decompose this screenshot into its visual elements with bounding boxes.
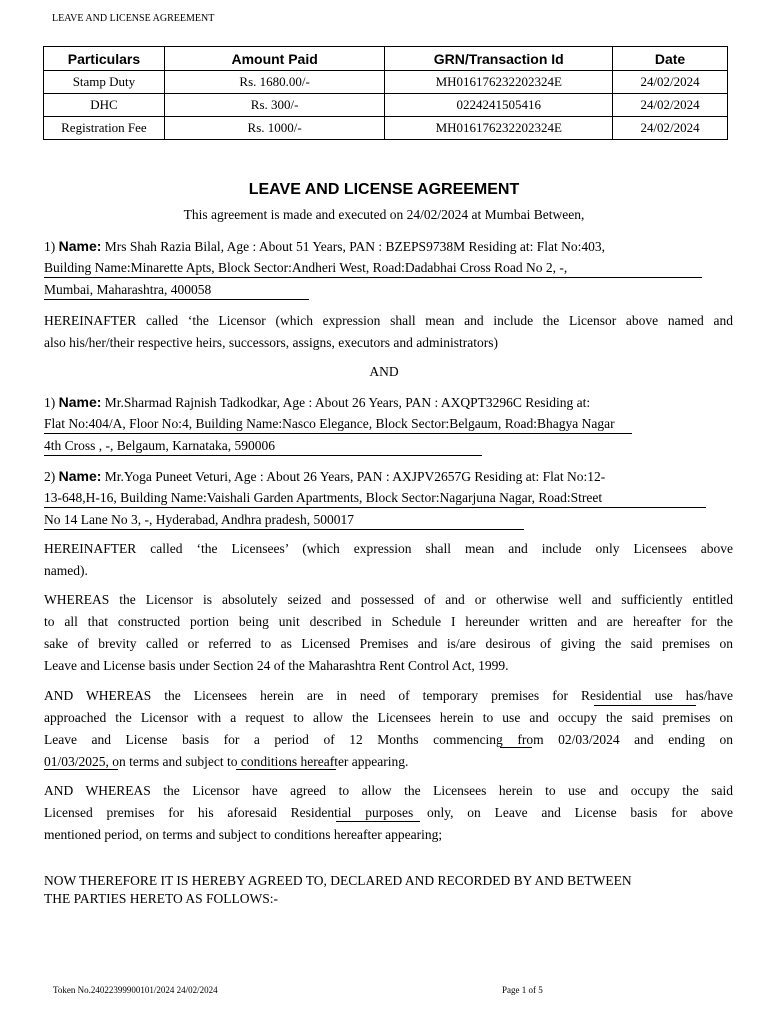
intro-line: This agreement is made and executed on 24/02/2024 at Mumbai Between, [183,207,585,222]
table-row [44,71,728,94]
whereas1-line-2: to all that constructed portion being unit described in Schedule I hereunder written and are hereafter for the [44,614,733,629]
underline [44,277,702,278]
table-cell: 24/02/2024 [613,117,728,140]
table-cell: Rs. 300/- [164,94,385,117]
table-cell: DHC [44,94,165,117]
whereas2-line-4: 01/03/2025, on terms and subject to conditions hereafter appearing. [44,754,409,769]
table-cell: MH016176232202324E [385,71,613,94]
licensee2-line-1 [44,465,733,488]
licensee2-line-3: No 14 Lane No 3, -, Hyderabad, Andhra pradesh, 500017 [44,512,355,527]
table-cell: Rs. 1000/- [164,117,385,140]
whereas1-line-4: Leave and License basis under Section 24 of the Maharashtra Rent Control Act, 1999. [44,658,509,673]
party-number: 1) [44,395,56,410]
underline [44,769,118,770]
name-label: Name: [58,394,102,410]
licensee1-line-2: Flat No:404/A, Floor No:4, Building Name:Nasco Elegance, Block Sector:Belgaum, Road:Bhagya Nagar [44,416,615,431]
and-separator: AND [369,364,399,379]
hereinafter-licensor-line-2: also his/her/their respective heirs, successors, assigns, executors and administrators) [44,335,499,350]
licensee2-details: Mr.Yoga Puneet Veturi, Age : About 26 Years, PAN : AXJPV2657G Residing at: Flat No:12- [104,469,606,484]
now-therefore-line-2: THE PARTIES HERETO AS FOLLOWS:- [44,891,278,906]
licensor-line-2: Building Name:Minarette Apts, Block Sector:Andheri West, Road:Dadabhai Cross Road No 2, -, [44,260,568,275]
underline [44,455,482,456]
licensee1-details: Mr.Sharmad Rajnish Tadkodkar, Age : About 26 Years, PAN : AXQPT3296C Residing at: [104,395,591,410]
party-number: 2) [44,469,56,484]
now-therefore-line-1: NOW THEREFORE IT IS HEREBY AGREED TO, DECLARED AND RECORDED BY AND BETWEEN [44,873,632,888]
underline [44,507,706,508]
name-label: Name: [58,468,102,484]
hereinafter-licensor-line-1: HEREINAFTER called ‘the Licensor (which expression shall mean and include the Licensor above named and [44,313,733,328]
underline [44,433,632,434]
hereinafter-licensees-line-2: named). [44,563,88,578]
whereas3-line-1: AND WHEREAS the Licensor have agreed to allow the Licensees herein to use and occupy the said [44,783,733,798]
underline [44,299,309,300]
table-cell: 24/02/2024 [613,71,728,94]
fees-table [43,46,728,140]
column-header: Particulars [44,47,165,71]
underline [236,769,336,770]
whereas2-line-3: Leave and License basis for a period of 12 Months commencing from 02/03/2024 and ending on [44,732,733,747]
licensor-line-3: Mumbai, Maharashtra, 400058 [44,282,212,297]
column-header: Date [613,47,728,71]
running-header: LEAVE AND LICENSE AGREEMENT [52,13,215,24]
whereas1-line-3: sake of brevity called or referred to as Licensed Premises and is/are desirous of giving the said premises on [44,636,733,651]
licensee1-line-1 [44,391,733,414]
table-header-row [44,47,728,71]
page-number: Page 1 of 5 [502,985,543,995]
table-cell: MH016176232202324E [385,117,613,140]
licensor-details: Mrs Shah Razia Bilal, Age : About 51 Years, PAN : BZEPS9738M Residing at: Flat No:403, [104,239,605,254]
whereas1-line-1: WHEREAS the Licensor is absolutely seized and possessed of and or otherwise well and sufficiently entitled [44,592,733,607]
licensee2-line-2: 13-648,H-16, Building Name:Vaishali Garden Apartments, Block Sector:Nagarjuna Nagar, Road:Street [44,490,603,505]
party-number: 1) [44,239,56,254]
table-cell: Registration Fee [44,117,165,140]
whereas3-line-3: mentioned period, on terms and subject to conditions hereafter appearing; [44,827,443,842]
table-cell: 24/02/2024 [613,94,728,117]
hereinafter-licensees-line-1: HEREINAFTER called ‘the Licensees’ (which expression shall mean and include only Licensees above [44,541,733,556]
underline [500,747,532,748]
whereas2-line-1: AND WHEREAS the Licensees herein are in need of temporary premises for Residential use has/have [44,688,733,703]
underline [336,821,420,822]
underline [44,529,524,530]
name-label: Name: [58,238,102,254]
table-cell: 0224241505416 [385,94,613,117]
whereas3-line-2: Licensed premises for his aforesaid Residential purposes only, on Leave and License basis for above [44,805,733,820]
licensee1-line-3: 4th Cross , -, Belgaum, Karnataka, 590006 [44,438,275,453]
column-header: GRN/Transaction Id [385,47,613,71]
document-title: LEAVE AND LICENSE AGREEMENT [248,181,520,198]
underline [594,705,696,706]
licensor-line-1 [44,235,733,258]
table-row [44,94,728,117]
whereas2-line-2: approached the Licensor with a request to allow the Licensees herein to use and occupy the said premises on [44,710,733,725]
token-footer: Token No.24022399900101/2024 24/02/2024 [53,985,218,995]
column-header: Amount Paid [164,47,385,71]
table-row [44,117,728,140]
table-cell: Stamp Duty [44,71,165,94]
table-cell: Rs. 1680.00/- [164,71,385,94]
